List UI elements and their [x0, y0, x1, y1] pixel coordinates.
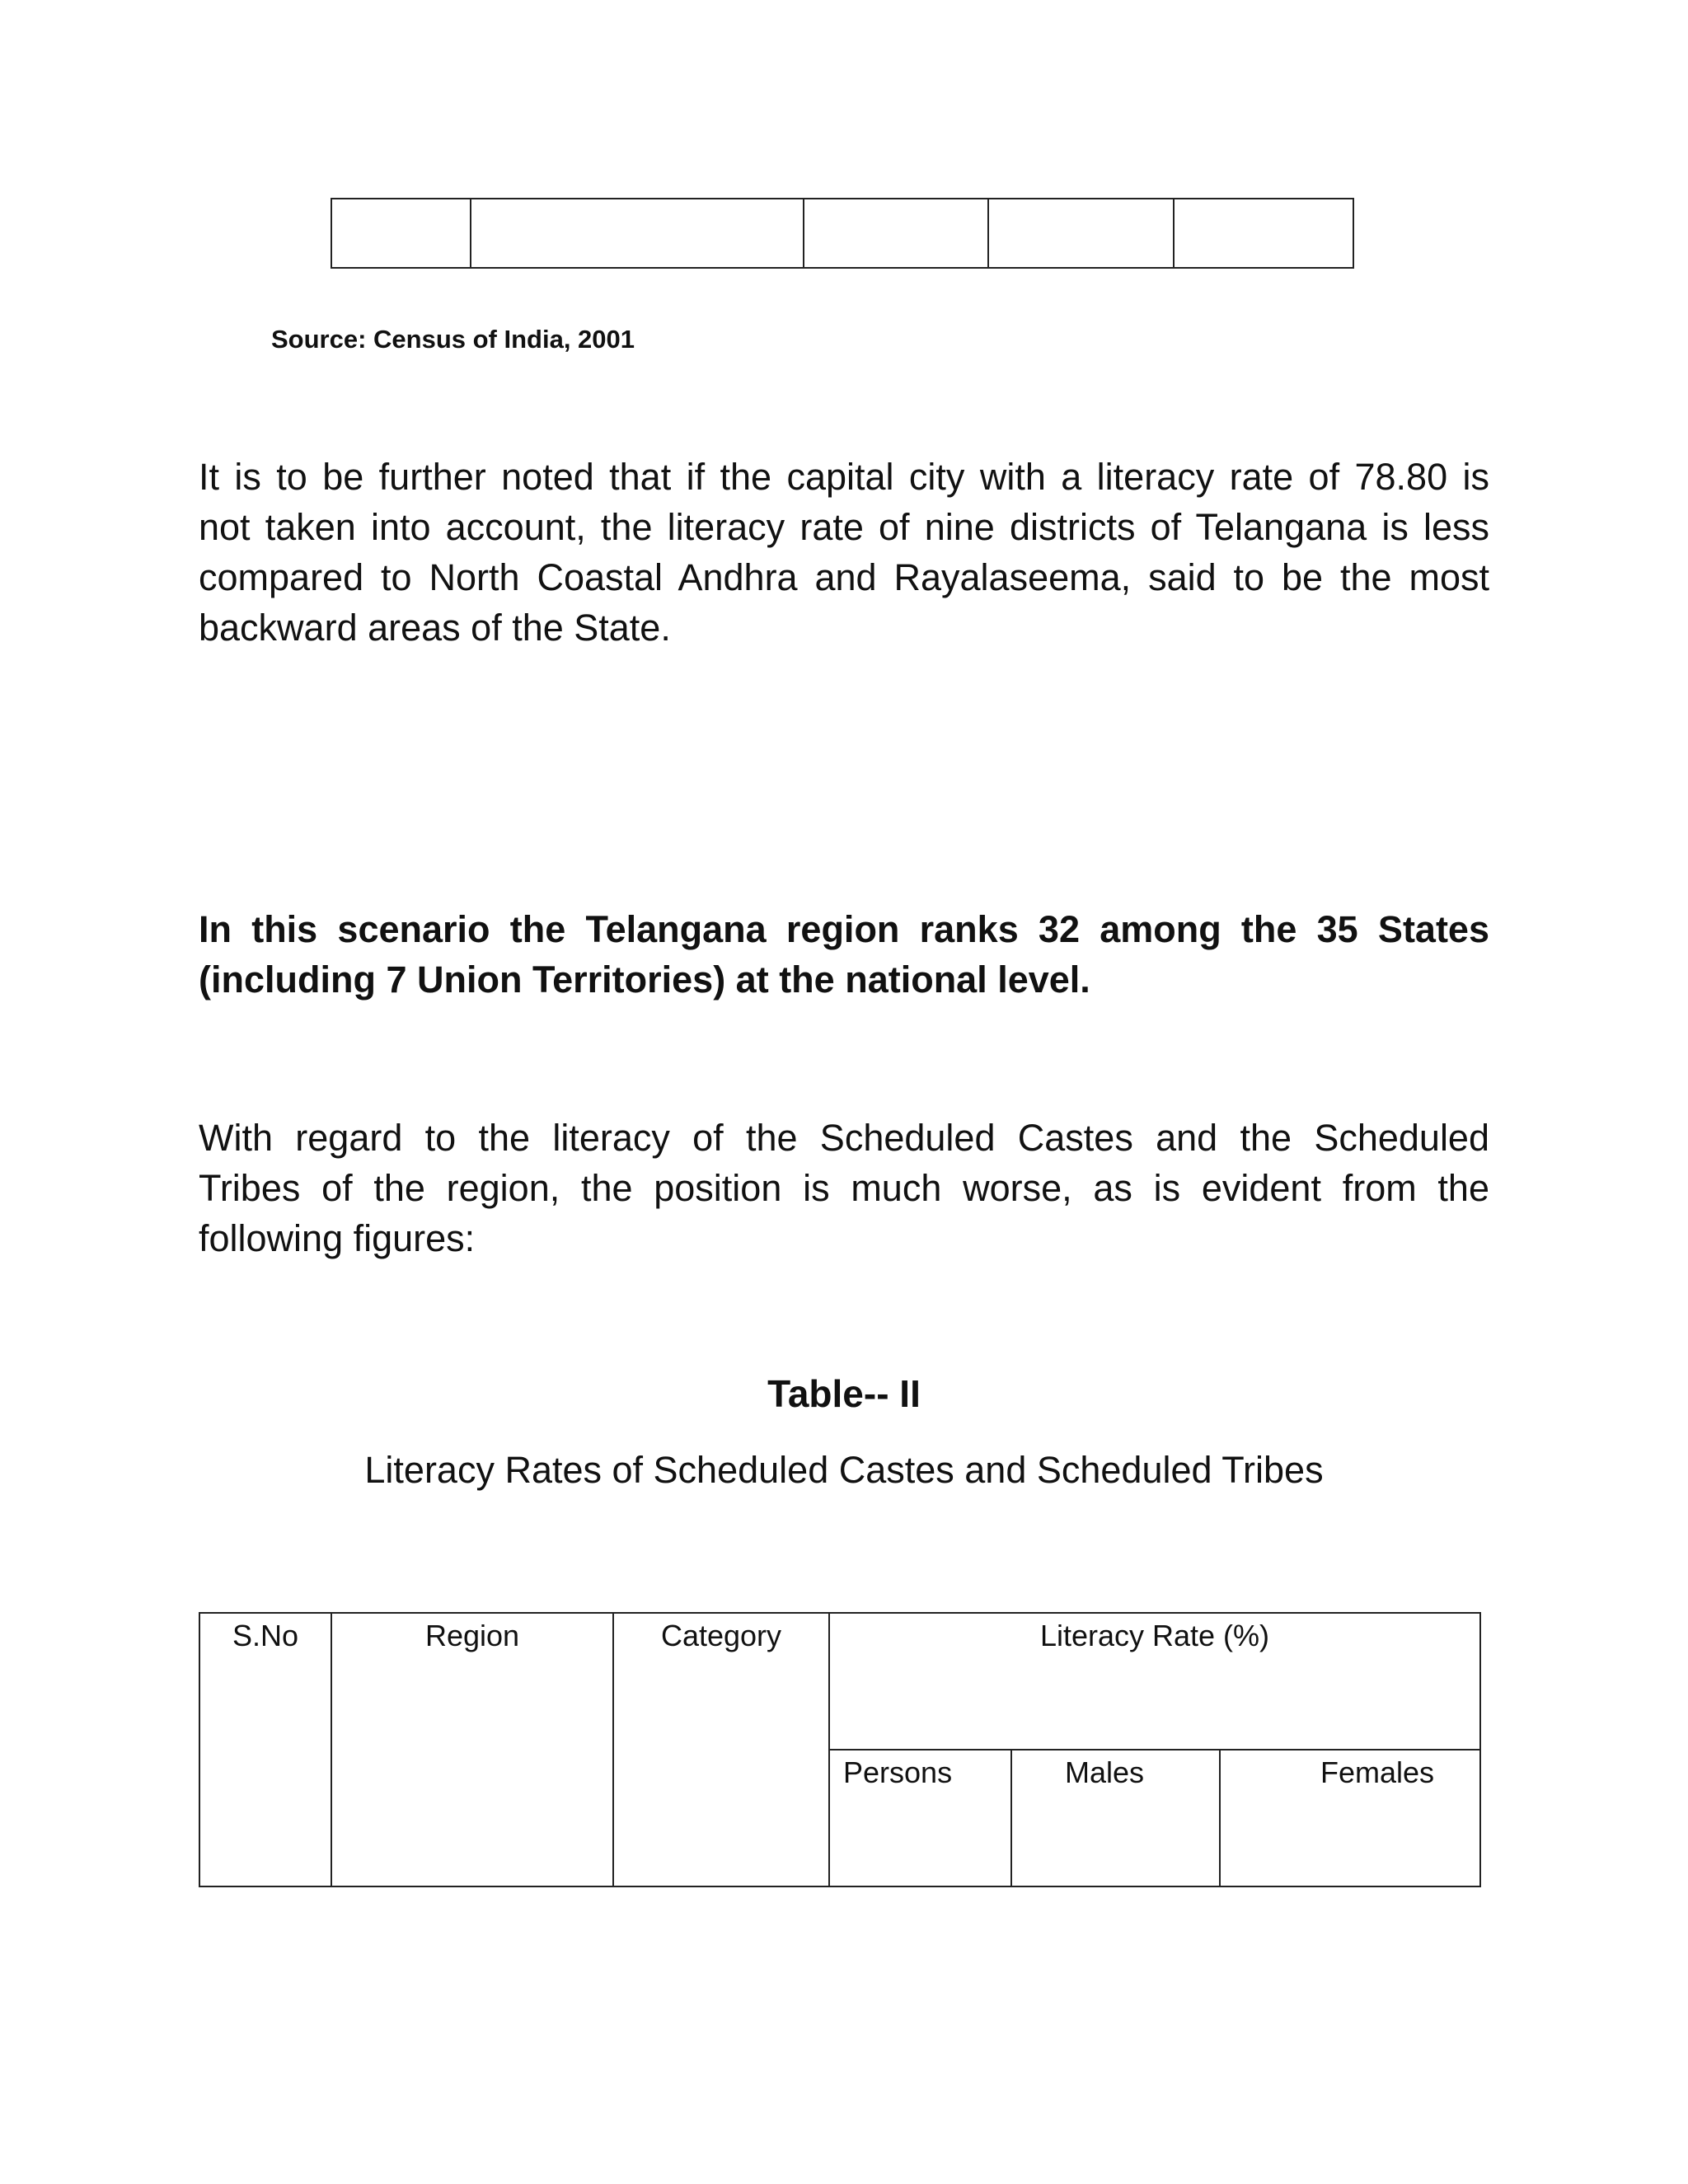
header-sno: S.No [199, 1613, 331, 1886]
table-title: Table-- II [767, 1372, 921, 1415]
table-row [331, 199, 1353, 268]
table-cell [471, 199, 803, 268]
paragraph-line: Tribes of the region, the position is much worse, as is evident from the [199, 1167, 1489, 1209]
header-literacy-rate: Literacy Rate (%) [829, 1613, 1480, 1750]
table-cell [331, 199, 471, 268]
paragraph-scheduled-castes [199, 1113, 1489, 1263]
table-cell [804, 199, 989, 268]
paragraph-line: (including 7 Union Territories) at the national level. [199, 958, 1090, 1001]
table-cell [1174, 199, 1353, 268]
table-caption: Literacy Rates of Scheduled Castes and Scheduled Tribes [364, 1449, 1324, 1491]
literacy-rates-table [199, 1612, 1481, 1887]
paragraph-line: following figures: [199, 1217, 476, 1259]
previous-table-fragment [331, 198, 1354, 269]
paragraph-line: With regard to the literacy of the Scheduled Castes and the Scheduled [199, 1117, 1489, 1159]
header-persons: Persons [829, 1750, 1011, 1886]
header-category: Category [613, 1613, 829, 1886]
paragraph-capital-city [199, 452, 1489, 653]
header-females: Females [1220, 1750, 1480, 1886]
header-males: Males [1011, 1750, 1220, 1886]
source-note: Source: Census of India, 2001 [271, 325, 635, 354]
table-header-row [199, 1613, 1480, 1750]
paragraph-line: In this scenario the Telangana region ranks 32 among the 35 States [199, 908, 1489, 950]
paragraph-line: backward areas of the State. [199, 607, 671, 649]
paragraph-line: not taken into account, the literacy rate of nine districts of Telangana is less [199, 506, 1489, 548]
table-cell [988, 199, 1174, 268]
paragraph-ranking [199, 904, 1489, 1005]
paragraph-line: It is to be further noted that if the capital city with a literacy rate of 78.80 is [199, 456, 1489, 498]
header-region: Region [331, 1613, 613, 1886]
paragraph-line: compared to North Coastal Andhra and Rayalaseema, said to be the most [199, 556, 1489, 598]
